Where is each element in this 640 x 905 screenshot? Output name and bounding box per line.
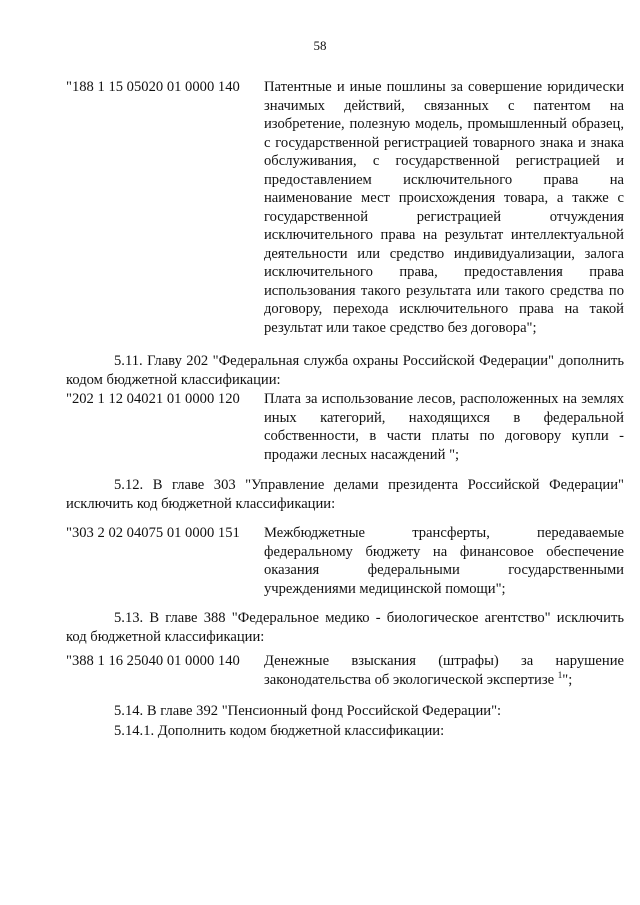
paragraph-5-12: 5.12. В главе 303 "Управление делами президента Российской Федерации" исключить код бюджетной классификации:: [66, 477, 624, 512]
budget-code: "388 1 16 25040 01 0000 140: [66, 653, 240, 669]
footnote-marker: 1: [557, 669, 563, 680]
description-text: Денежные взыскания (штрафы) за нарушение законодательства об экологической экспертизе: [264, 653, 624, 688]
budget-code: "303 2 02 04075 01 0000 151: [66, 525, 240, 541]
paragraph-5-11: 5.11. Главу 202 "Федеральная служба охраны Российской Федерации" дополнить кодом бюджетной классификации:: [66, 353, 624, 388]
paragraph-5-14-1: 5.14.1. Дополнить кодом бюджетной классификации:: [114, 723, 445, 739]
paragraph-5-13: 5.13. В главе 388 "Федеральное медико - биологическое агентство" исключить код бюджетной классификации:: [66, 610, 624, 645]
description-tail: ";: [562, 671, 573, 688]
budget-code: "202 1 12 04021 01 0000 120: [66, 391, 240, 407]
paragraph-5-14: 5.14. В главе 392 "Пенсионный фонд Российской Федерации":: [114, 703, 502, 719]
budget-code-description: Плата за использование лесов, расположенных на землях иных категорий, находящихся в федеральной собственности, в части платы по договору купли - продажи лесных насаждений ";: [264, 391, 624, 463]
budget-code-description: Патентные и иные пошлины за совершение юридически значимых действий, связанных с патентом на изобретение, полезную модель, промышленный образец, с государственной регистрацией товарного знака и знака обслуживания, с государственной регистрацией и предоставлением исключительного права на наименование мест происхождения товара, а также с государственной регистрацией отчуждения исключительного права на результат интеллектуальной деятельности или средство индивидуализации, залога исключительного права, предоставления права использования такого результата или такого средства по договору, перехода исключительного права на такой результат или такое средство без договора";: [264, 79, 624, 336]
page-number: 58: [313, 38, 327, 53]
budget-code: "188 1 15 05020 01 0000 140: [66, 79, 240, 95]
budget-code-description: [264, 652, 624, 689]
budget-code-description: Межбюджетные трансферты, передаваемые федеральному бюджету на финансовое обеспечение оказания федеральными государственными учреждениями медицинской помощи";: [264, 525, 624, 597]
